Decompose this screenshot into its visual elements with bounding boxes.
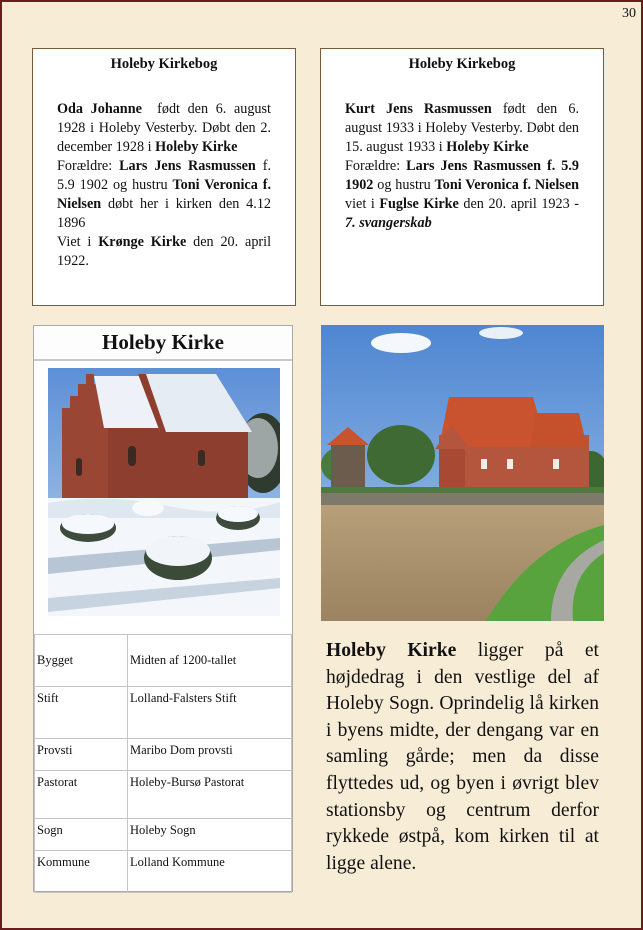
church-book-card-kurt <box>320 48 604 306</box>
pregnancy-note: 7. svangerskab <box>345 215 432 231</box>
table-row <box>35 739 292 771</box>
card-text <box>345 100 579 233</box>
married-church: Fuglse Kirke <box>379 196 459 212</box>
table-row <box>35 687 292 739</box>
mother-name: Toni Veronica f. Nielsen <box>57 177 271 212</box>
table-row <box>35 851 292 893</box>
table-row <box>35 771 292 819</box>
church-winter-photo <box>48 368 280 616</box>
church-facts-table <box>34 634 292 893</box>
page-number: 30 <box>622 6 636 21</box>
fact-key: Bygget <box>35 635 128 687</box>
fact-key: Provsti <box>35 739 128 771</box>
mother-name: Toni Veronica f. Nielsen <box>434 177 580 193</box>
married-prefix: viet i <box>345 196 375 212</box>
info-box-title: Holeby Kirke <box>34 326 292 361</box>
father-info: f. 5.9 1902 og hustru <box>57 158 271 193</box>
church-description <box>326 638 599 877</box>
mother-info: døbt her i kirken den 4.12 1896 <box>57 196 272 231</box>
fact-key: Pastorat <box>35 771 128 819</box>
description-text: ligger på et højdedrag i den vestlige del af Holeby Sogn. Oprindelig lå kirken i byens midte, der dengang var en samling gårde; men da disse flyttedes ud, og byen i øvrigt blev stationsby og centrum derfor rykkede østpå, kom kirken til at ligge alene. <box>326 640 599 874</box>
card-title: Holeby Kirkebog <box>408 56 516 72</box>
card-text <box>57 100 271 271</box>
baptism-church: Holeby Kirke <box>446 139 529 155</box>
church-book-card-oda <box>32 48 296 306</box>
person-name: Kurt Jens Rasmussen <box>345 101 492 117</box>
married-date: den 20. april 1922. <box>57 234 272 269</box>
church-info-box <box>33 325 293 892</box>
fact-key: Stift <box>35 687 128 739</box>
card-title: Holeby Kirkebog <box>110 56 218 72</box>
fact-value: Lolland Kommune <box>128 851 292 893</box>
fact-value: Midten af 1200-tallet <box>128 635 292 687</box>
father-info: og hustru <box>377 177 431 193</box>
father-name: Lars Jens Rasmussen f. 5.9 1902 <box>345 158 579 193</box>
father-name: Lars Jens Rasmussen <box>119 158 256 174</box>
fact-value: Holeby-Bursø Pastorat <box>128 771 292 819</box>
parents-label: Forældre: <box>345 158 401 174</box>
married-church: Krønge Kirke <box>98 234 187 250</box>
fact-key: Kommune <box>35 851 128 893</box>
married-date: den 20. april 1923 - <box>463 196 580 212</box>
fact-value: Holeby Sogn <box>128 819 292 851</box>
description-church-name: Holeby Kirke <box>326 640 457 661</box>
birth-text: født den 6. august 1928 i Holeby Vesterby. Døbt den 2. december 1928 i <box>57 101 271 155</box>
church-summer-photo <box>321 325 604 621</box>
person-name: Oda Johanne <box>57 101 142 117</box>
fact-key: Sogn <box>35 819 128 851</box>
birth-text: født den 6. august 1933 i Holeby Vesterby. Døbt den 15. august 1933 i <box>345 101 579 155</box>
fact-value: Maribo Dom provsti <box>128 739 292 771</box>
table-row <box>35 635 292 687</box>
parents-label: Forældre: <box>57 158 113 174</box>
fact-value: Lolland-Falsters Stift <box>128 687 292 739</box>
married-prefix: Viet i <box>57 234 92 250</box>
baptism-church: Holeby Kirke <box>155 139 238 155</box>
table-row <box>35 819 292 851</box>
